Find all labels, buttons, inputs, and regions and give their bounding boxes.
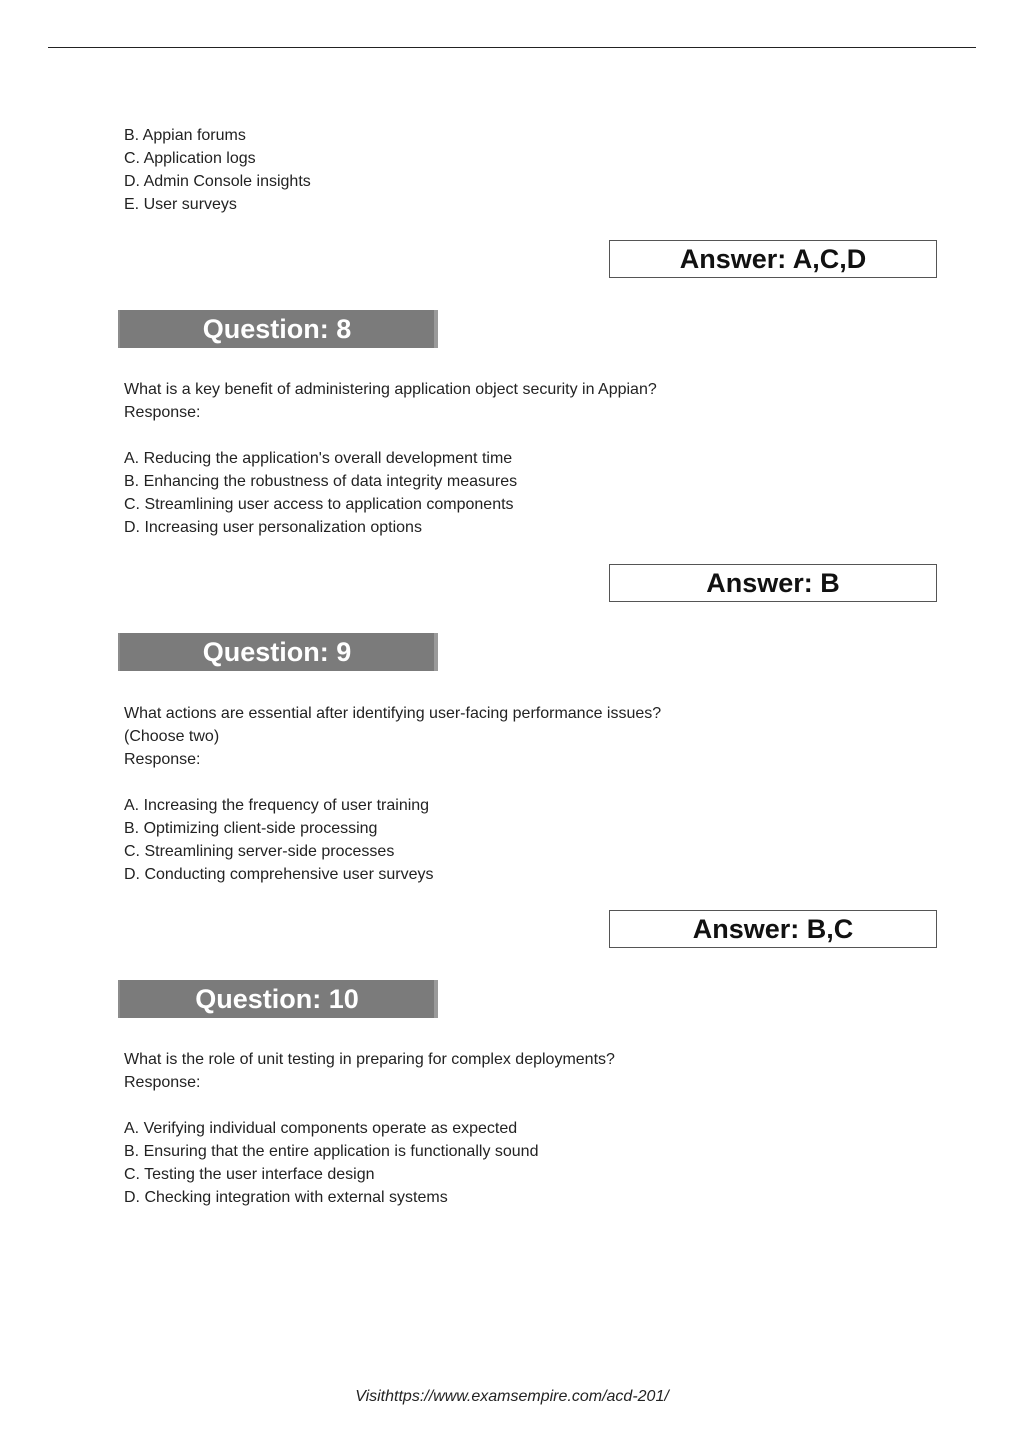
q8-question-text: What is a key benefit of administering application object security in Appian? bbox=[124, 381, 657, 398]
q8-option-c: C. Streamlining user access to application components bbox=[124, 496, 514, 513]
footer-link-text[interactable]: Visithttps://www.examsempire.com/acd-201/ bbox=[355, 1388, 669, 1405]
q9-answer-box: Answer: B,C bbox=[609, 910, 937, 948]
q9-option-d: D. Conducting comprehensive user surveys bbox=[124, 866, 434, 883]
q8-option-d: D. Increasing user personalization options bbox=[124, 519, 422, 536]
q7-option-c: C. Application logs bbox=[124, 150, 256, 167]
q9-option-c: C. Streamlining server-side processes bbox=[124, 843, 395, 860]
q8-response-label: Response: bbox=[124, 404, 201, 421]
q7-answer-box: Answer: A,C,D bbox=[609, 240, 937, 278]
q9-question-text: What actions are essential after identifying user-facing performance issues? bbox=[124, 705, 662, 722]
q7-option-b: B. Appian forums bbox=[124, 127, 246, 144]
q8-option-a: A. Reducing the application's overall development time bbox=[124, 450, 513, 467]
header-rule bbox=[48, 47, 976, 48]
q7-option-e: E. User surveys bbox=[124, 196, 237, 213]
q10-response-label: Response: bbox=[124, 1074, 201, 1091]
q10-option-a: A. Verifying individual components operate as expected bbox=[124, 1120, 518, 1137]
q9-choose-note: (Choose two) bbox=[124, 728, 220, 745]
q10-option-c: C. Testing the user interface design bbox=[124, 1166, 375, 1183]
q10-option-b: B. Ensuring that the entire application is functionally sound bbox=[124, 1143, 539, 1160]
q10-title-banner: Question: 10 bbox=[118, 980, 438, 1018]
q9-title-banner: Question: 9 bbox=[118, 633, 438, 671]
q10-option-d: D. Checking integration with external systems bbox=[124, 1189, 448, 1206]
q10-question-text: What is the role of unit testing in preparing for complex deployments? bbox=[124, 1051, 615, 1068]
q9-option-a: A. Increasing the frequency of user training bbox=[124, 797, 430, 814]
q9-option-b: B. Optimizing client-side processing bbox=[124, 820, 378, 837]
q8-title-banner: Question: 8 bbox=[118, 310, 438, 348]
q8-answer-box: Answer: B bbox=[609, 564, 937, 602]
q7-option-d: D. Admin Console insights bbox=[124, 173, 311, 190]
q8-option-b: B. Enhancing the robustness of data integrity measures bbox=[124, 473, 518, 490]
q9-response-label: Response: bbox=[124, 751, 201, 768]
